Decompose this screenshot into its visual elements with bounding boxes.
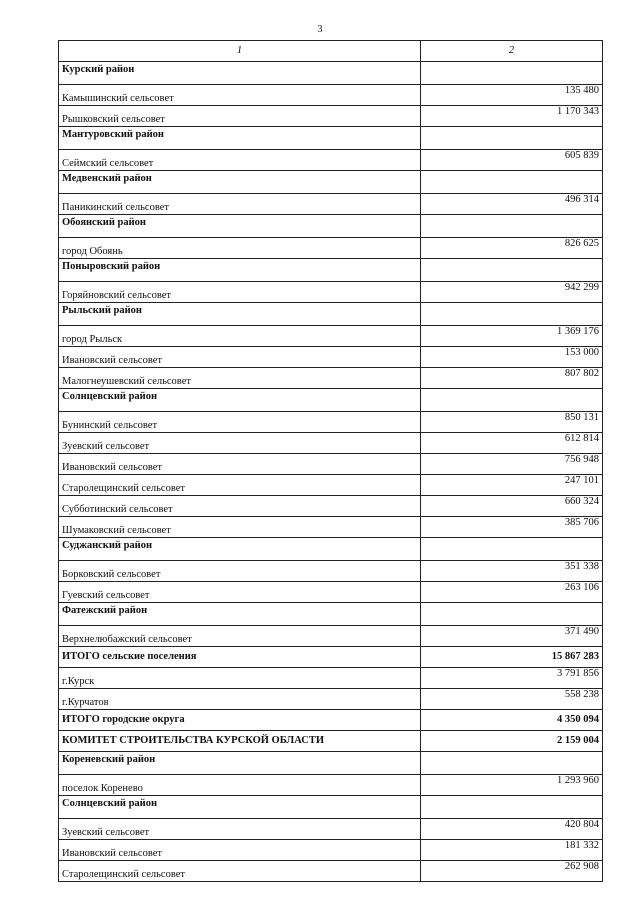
- row-name-cell: Бунинский сельсовет: [59, 412, 421, 433]
- table-row: [59, 475, 603, 496]
- row-value-cell: [421, 62, 603, 85]
- row-value-cell: 4 350 094: [421, 710, 603, 731]
- district-heading-row: [59, 796, 603, 819]
- row-value-cell: 263 106: [421, 582, 603, 603]
- row-value-cell: 558 238: [421, 689, 603, 710]
- row-name-cell: Субботинский сельсовет: [59, 496, 421, 517]
- row-value-cell: [421, 215, 603, 238]
- row-value-cell: 420 804: [421, 819, 603, 840]
- row-name-cell: Гуевский сельсовет: [59, 582, 421, 603]
- row-name-cell: Ивановский сельсовет: [59, 347, 421, 368]
- row-name-cell: поселок Коренево: [59, 775, 421, 796]
- row-value-cell: 2 159 004: [421, 731, 603, 752]
- row-name-cell: Рыльский район: [59, 303, 421, 326]
- column-header-2: 2: [421, 41, 603, 62]
- row-name-cell: Фатежский район: [59, 603, 421, 626]
- row-value-cell: 181 332: [421, 840, 603, 861]
- row-value-cell: 3 791 856: [421, 668, 603, 689]
- district-heading-row: [59, 389, 603, 412]
- row-name-cell: Паникинский сельсовет: [59, 194, 421, 215]
- table-row: [59, 775, 603, 796]
- row-name-cell: Камышинский сельсовет: [59, 85, 421, 106]
- row-name-cell: Борковский сельсовет: [59, 561, 421, 582]
- row-value-cell: 371 490: [421, 626, 603, 647]
- row-value-cell: [421, 303, 603, 326]
- table-row: [59, 238, 603, 259]
- row-name-cell: Суджанский район: [59, 538, 421, 561]
- table-row: [59, 106, 603, 127]
- row-name-cell: г.Курск: [59, 668, 421, 689]
- table-row: [59, 840, 603, 861]
- row-name-cell: Сеймский сельсовет: [59, 150, 421, 171]
- row-name-cell: Солнцевский район: [59, 796, 421, 819]
- row-value-cell: 351 338: [421, 561, 603, 582]
- table-row: [59, 496, 603, 517]
- table-row: [59, 861, 603, 882]
- budget-table: [58, 40, 603, 882]
- row-value-cell: 605 839: [421, 150, 603, 171]
- row-value-cell: 1 170 343: [421, 106, 603, 127]
- table-row: [59, 433, 603, 454]
- row-value-cell: [421, 389, 603, 412]
- row-value-cell: [421, 752, 603, 775]
- row-value-cell: 942 299: [421, 282, 603, 303]
- row-name-cell: Ивановский сельсовет: [59, 840, 421, 861]
- row-value-cell: 1 293 960: [421, 775, 603, 796]
- row-name-cell: Медвенский район: [59, 171, 421, 194]
- table-row: [59, 326, 603, 347]
- row-value-cell: 262 908: [421, 861, 603, 882]
- row-name-cell: Горяйновский сельсовет: [59, 282, 421, 303]
- table-row: [59, 85, 603, 106]
- row-value-cell: 612 814: [421, 433, 603, 454]
- table-row: [59, 668, 603, 689]
- row-name-cell: Малогнеушевский сельсовет: [59, 368, 421, 389]
- row-value-cell: [421, 259, 603, 282]
- row-name-cell: Курский район: [59, 62, 421, 85]
- row-name-cell: Кореневский район: [59, 752, 421, 775]
- row-value-cell: [421, 127, 603, 150]
- row-name-cell: г.Курчатов: [59, 689, 421, 710]
- table-row: [59, 282, 603, 303]
- column-header-1: 1: [59, 41, 421, 62]
- row-value-cell: 1 369 176: [421, 326, 603, 347]
- district-heading-row: [59, 752, 603, 775]
- row-name-cell: КОМИТЕТ СТРОИТЕЛЬСТВА КУРСКОЙ ОБЛАСТИ: [59, 731, 421, 752]
- table-row: [59, 561, 603, 582]
- row-value-cell: [421, 538, 603, 561]
- row-value-cell: 756 948: [421, 454, 603, 475]
- table-row: [59, 194, 603, 215]
- row-value-cell: [421, 171, 603, 194]
- row-name-cell: ИТОГО городские округа: [59, 710, 421, 731]
- district-heading-row: [59, 303, 603, 326]
- table-row: [59, 819, 603, 840]
- row-value-cell: [421, 796, 603, 819]
- table-row: [59, 347, 603, 368]
- row-value-cell: 660 324: [421, 496, 603, 517]
- row-value-cell: 153 000: [421, 347, 603, 368]
- table-row: [59, 582, 603, 603]
- row-name-cell: Солнцевский район: [59, 389, 421, 412]
- total-row: [59, 731, 603, 752]
- table-row: [59, 150, 603, 171]
- row-name-cell: город Обоянь: [59, 238, 421, 259]
- district-heading-row: [59, 171, 603, 194]
- row-name-cell: Поныровский район: [59, 259, 421, 282]
- row-value-cell: [421, 603, 603, 626]
- district-heading-row: [59, 603, 603, 626]
- row-value-cell: 135 480: [421, 85, 603, 106]
- total-row: [59, 647, 603, 668]
- row-name-cell: Ивановский сельсовет: [59, 454, 421, 475]
- row-name-cell: Шумаковский сельсовет: [59, 517, 421, 538]
- row-name-cell: Зуевский сельсовет: [59, 819, 421, 840]
- row-name-cell: ИТОГО сельские поселения: [59, 647, 421, 668]
- row-name-cell: Зуевский сельсовет: [59, 433, 421, 454]
- row-value-cell: 15 867 283: [421, 647, 603, 668]
- row-name-cell: город Рыльск: [59, 326, 421, 347]
- row-value-cell: 247 101: [421, 475, 603, 496]
- row-name-cell: Рышковский сельсовет: [59, 106, 421, 127]
- table-body: [59, 62, 603, 882]
- row-name-cell: Обоянский район: [59, 215, 421, 238]
- district-heading-row: [59, 259, 603, 282]
- table-row: [59, 626, 603, 647]
- row-value-cell: 385 706: [421, 517, 603, 538]
- table-row: [59, 412, 603, 433]
- table-row: [59, 689, 603, 710]
- row-value-cell: 826 625: [421, 238, 603, 259]
- row-value-cell: 807 802: [421, 368, 603, 389]
- row-value-cell: 496 314: [421, 194, 603, 215]
- row-name-cell: Мантуровский район: [59, 127, 421, 150]
- district-heading-row: [59, 215, 603, 238]
- page-number: 3: [317, 24, 323, 35]
- row-value-cell: 850 131: [421, 412, 603, 433]
- table-row: [59, 517, 603, 538]
- row-name-cell: Старолещинский сельсовет: [59, 861, 421, 882]
- district-heading-row: [59, 127, 603, 150]
- district-heading-row: [59, 62, 603, 85]
- table-row: [59, 368, 603, 389]
- table-header-row: [59, 41, 603, 62]
- table-row: [59, 454, 603, 475]
- row-name-cell: Старолещинский сельсовет: [59, 475, 421, 496]
- district-heading-row: [59, 538, 603, 561]
- total-row: [59, 710, 603, 731]
- row-name-cell: Верхнелюбажский сельсовет: [59, 626, 421, 647]
